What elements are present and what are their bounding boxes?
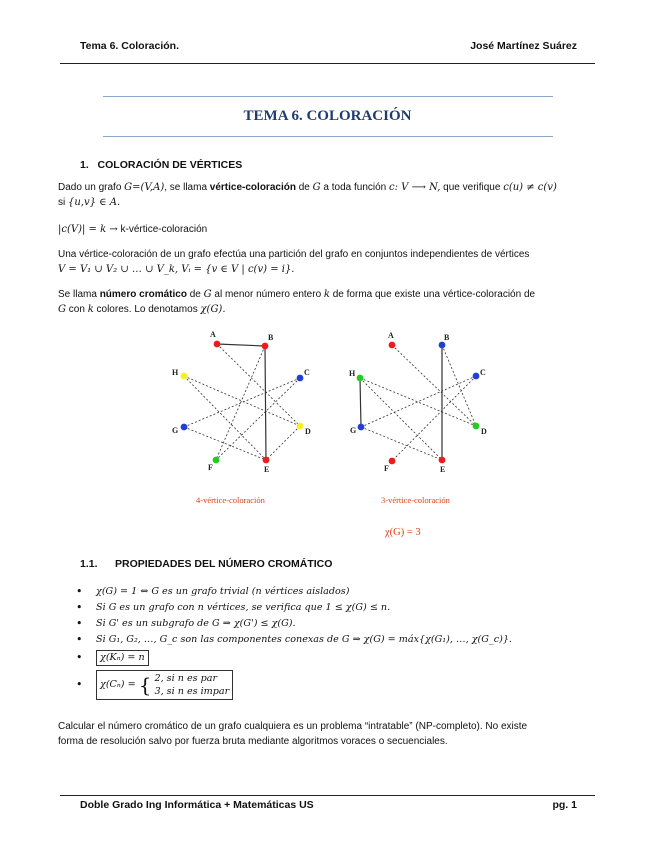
label-right-C: C (480, 368, 486, 377)
boxed-formula-cn: χ(Cₙ) = { 2, si n es par 3, si n es impar (96, 670, 233, 700)
paragraph-definition: Dado un grafo G=(V,A), se llama vértice-coloración de G a toda función c: V ⟶ N, que verifique c(u) ≠ c(v) si {u,v} ∈ A. (58, 182, 557, 208)
paragraph-complexity: Calcular el número cromático de un grafo cualquiera es un problema “intratable” (NP-completo). No existe forma de resolución salvo por fuerza bruta mediante algoritmos voraces o secuenciales. (58, 721, 528, 747)
node-left-D (297, 423, 304, 430)
page-title: TEMA 6. COLORACIÓN (243, 108, 412, 124)
label-left-H: H (172, 368, 179, 377)
title-rule-top (103, 96, 553, 97)
right-graph-nodes (357, 342, 480, 465)
node-left-F (213, 457, 220, 464)
property-item (76, 668, 512, 702)
label-left-G: G (172, 426, 179, 435)
property-item (76, 648, 512, 668)
coloring-figure (160, 325, 500, 475)
header-right: José Martínez Suárez (470, 40, 577, 52)
node-left-G (181, 424, 188, 431)
label-left-F: F (208, 463, 213, 472)
label-right-F: F (384, 464, 389, 473)
label-left-B: B (268, 333, 274, 342)
section-title: COLORACIÓN DE VÉRTICES (97, 159, 243, 171)
caption-left: 4-vértice-coloración (196, 495, 265, 505)
property-item: • Si G es un grafo con n vértices, se verifica que 1 ≤ χ(G) ≤ n. (76, 600, 512, 616)
node-left-C (297, 375, 304, 382)
node-left-B (262, 343, 269, 350)
right-graph-edges (360, 345, 476, 461)
chromatic-number-label: χ(G) = 3 (385, 527, 421, 538)
header-rule (60, 63, 595, 64)
section-heading (80, 159, 242, 171)
subsection-title: PROPIEDADES DEL NÚMERO CROMÁTICO (115, 558, 333, 570)
label-left-C: C (304, 368, 310, 377)
node-left-A (214, 341, 221, 348)
footer-left: Doble Grado Ing Informática + Matemáticas US (80, 799, 314, 811)
paragraph-chromatic-number: Se llama número cromático de G al menor número entero k de forma que existe una vértice-coloración de G con k colores. Lo denotamos χ(G). (58, 289, 536, 315)
node-right-D (473, 423, 480, 430)
paragraph-partition: Una vértice-coloración de un grafo efectúa una partición del grafo en conjuntos independientes de vértices V = V₁ ∪ V₂ ∪ … ∪ V_k, Vᵢ = {v ∈ V | c(v) = i}. (58, 249, 530, 275)
label-right-H: H (349, 369, 356, 378)
node-left-H (181, 373, 188, 380)
title-rule-bottom (103, 136, 553, 137)
footer-right: pg. 1 (552, 799, 577, 811)
node-right-F (389, 458, 396, 465)
node-right-E (439, 457, 446, 464)
label-right-D: D (481, 427, 487, 436)
node-right-H (357, 375, 364, 382)
label-left-D: D (305, 427, 311, 436)
subsection-number: 1.1. (80, 558, 98, 570)
label-right-E: E (440, 465, 446, 474)
label-left-E: E (264, 465, 270, 474)
header-left: Tema 6. Coloración. (80, 40, 179, 52)
left-graph-edges (184, 344, 300, 460)
footer-rule (60, 795, 595, 796)
subsection-heading (80, 558, 332, 570)
paragraph-k-coloring: |c(V)| = k → k-vértice-coloración (58, 224, 208, 235)
node-left-E (263, 457, 270, 464)
properties-list (76, 584, 512, 702)
left-graph-nodes (181, 341, 304, 464)
label-right-B: B (444, 333, 450, 342)
property-item: • Si G₁, G₂, …, G_c son las componentes conexas de G ⇒ χ(G) = máx{χ(G₁), …, χ(G_c)}. (76, 632, 512, 648)
label-left-A: A (210, 330, 216, 339)
node-right-B (439, 342, 446, 349)
label-right-G: G (350, 426, 357, 435)
label-right-A: A (388, 331, 394, 340)
boxed-formula-kn: χ(Kₙ) = n (96, 650, 149, 666)
node-right-A (389, 342, 396, 349)
node-right-G (358, 424, 365, 431)
caption-right: 3-vértice-coloración (381, 495, 450, 505)
property-item: • χ(G) = 1 ⇔ G es un grafo trivial (n vértices aislados) (76, 584, 512, 600)
property-item: • Si G' es un subgrafo de G ⇒ χ(G') ≤ χ(G). (76, 616, 512, 632)
section-number: 1. (80, 159, 89, 171)
node-right-C (473, 373, 480, 380)
